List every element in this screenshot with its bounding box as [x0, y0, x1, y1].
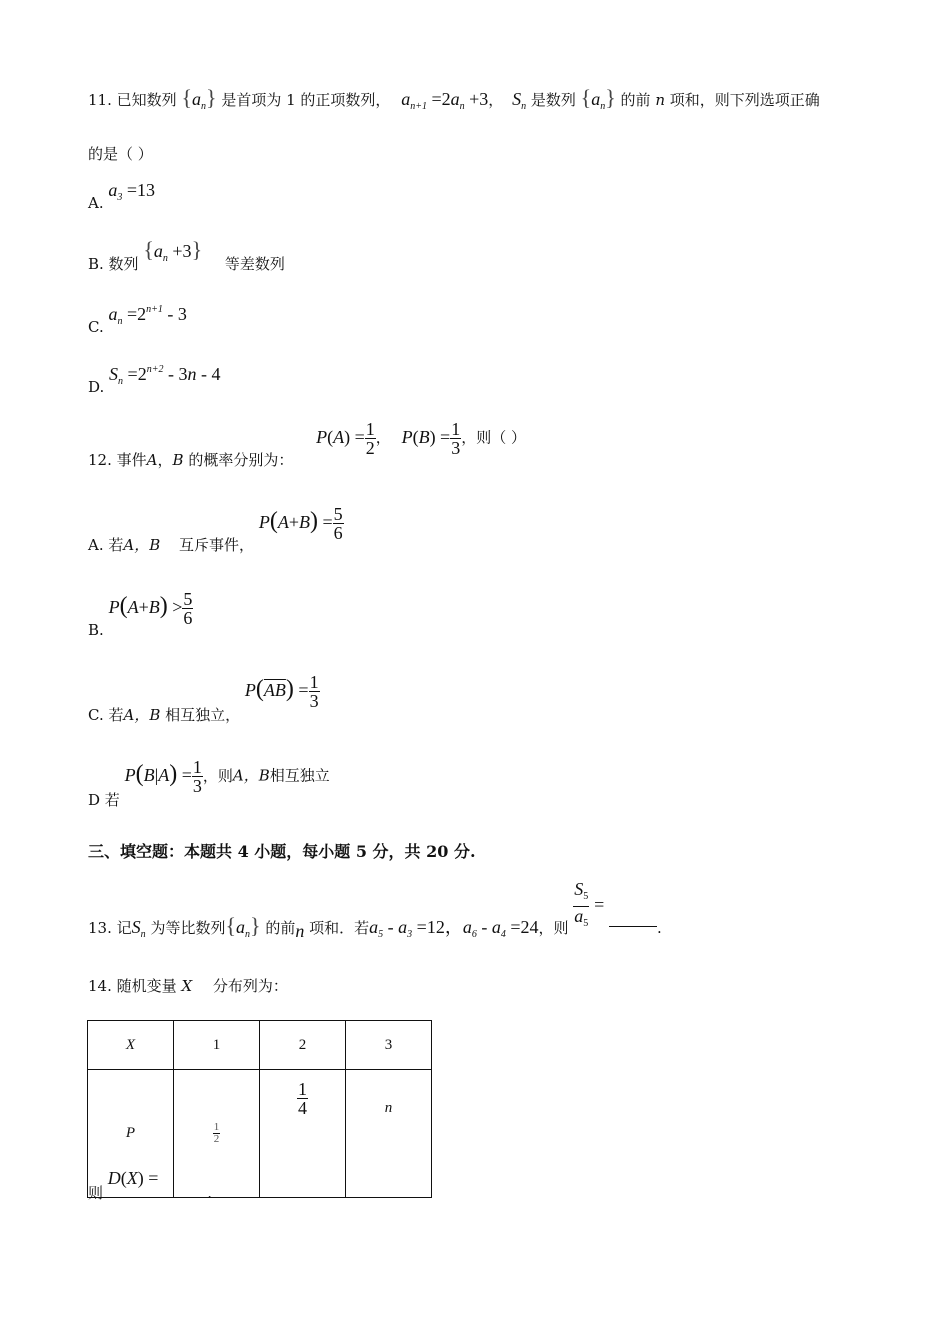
table-header-1: 1	[174, 1021, 260, 1070]
q13-part5: ，则	[538, 918, 569, 937]
q14-number: 14.	[88, 977, 112, 995]
q11-option-b	[88, 237, 285, 273]
q12-option-d	[88, 757, 330, 809]
q11-option-c-formula: $a_n =2^{n+1} - 3$	[108, 304, 187, 327]
q11-stem-line2: 的是（ ）	[88, 145, 153, 163]
q11-stem-2: 是首项为 1 的正项数列，	[221, 91, 391, 109]
q12-stem-1: 事件	[116, 450, 147, 469]
q12-option-c-formula: $P(\overline{AB})$ = $\frac{1}{3}$	[244, 672, 319, 711]
q11-line1: 11. 已知数列 $\{a_n\}$ 是首项为 1 的正项数列， $a_{n+1} =2a_n +3$， $S_n$ 是数列 $\{a_n\}$ 的前 n 项和，则下列选项正确	[88, 85, 820, 112]
q13-number: 13.	[88, 918, 112, 937]
q11-stem-n: n	[655, 91, 666, 109]
table-header-2: 2	[260, 1021, 346, 1070]
q13-line	[88, 879, 662, 941]
q12-stem: 12. 事件A，B 的概率分别为： P(A) = $\frac{1}{2}$ ， P(B) = $\frac{1}{3}$ ，则（ ）	[88, 419, 526, 469]
q13-sn: $S_n$	[131, 916, 146, 940]
q13-equals: =	[594, 894, 605, 915]
q11-option-b-tail: 等差数列	[224, 255, 285, 273]
q12-option-a	[88, 504, 344, 554]
q14-x: X	[181, 977, 193, 995]
q12-option-a-formula: P(A+B) = $\frac{5}{6}$	[258, 504, 343, 543]
q12-option-d-label: D 若	[88, 790, 120, 809]
q12-stem-tail: ，则（ ）	[461, 428, 526, 447]
q11-sn: $S_n$	[512, 89, 527, 112]
q14-period: .	[207, 1184, 213, 1202]
q13-ratio: $\frac{S_5}{a_5}$	[573, 880, 589, 933]
q13-condition: $a_5 - a_3 =12$，$a_6 - a_4 =24$	[369, 916, 539, 940]
table-row	[88, 1021, 432, 1070]
q12-option-b-label: B.	[88, 620, 104, 639]
q14-line	[88, 976, 288, 996]
q12-pb: P(B) = $\frac{1}{3}$	[401, 419, 461, 458]
q13-part1: 记	[116, 918, 132, 937]
q11-option-d	[88, 360, 221, 396]
q12-number: 12.	[88, 450, 112, 469]
q12-option-d-tail1: ，则	[202, 766, 233, 785]
q11-option-a	[88, 180, 156, 212]
q11-option-a-formula: $a_3 =13$	[108, 180, 156, 203]
q12-option-c-label: C. 若	[88, 705, 124, 724]
section3-title: 三、填空题：本题共 4 小题，每小题 5 分，共 20 分.	[88, 842, 476, 861]
q12-option-b-formula: P(A+B) > $\frac{5}{6}$	[108, 589, 193, 628]
q12-option-c-mid: 相互独立，	[165, 705, 241, 724]
q11-stem-3: 是数列	[530, 91, 576, 109]
q12-option-c-ab: A，B	[123, 705, 161, 724]
q11-seq-an-2: $\{a_n\}$	[580, 85, 616, 112]
q14-answer-blank[interactable]	[163, 1183, 207, 1198]
q12-option-d-ab: A，B	[232, 766, 270, 785]
q11-option-a-label: A.	[88, 194, 104, 212]
q11-line2	[88, 144, 153, 164]
q14-part2: 分布列为：	[212, 977, 288, 995]
q12-option-d-formula: P(B|A) = $\frac{1}{3}$	[124, 757, 202, 796]
table-header-3: 3	[346, 1021, 432, 1070]
q14-part1: 随机变量	[116, 977, 177, 995]
q12-option-b	[88, 589, 193, 639]
q13-part4: 项和．若	[309, 918, 370, 937]
table-cell-p1: $\frac{1}{2}$	[174, 1070, 260, 1198]
q11-recurrence: $a_{n+1} =2a_n +3$	[401, 89, 489, 112]
q13-period: .	[657, 918, 662, 937]
q11-option-b-formula: $\{a_n +3\}$	[143, 237, 203, 264]
q13-part2: 为等比数列	[150, 918, 226, 937]
table-row-label-p: P	[88, 1070, 174, 1198]
q12-pa: P(A) = $\frac{1}{2}$	[316, 419, 375, 458]
q12-option-a-label: A. 若	[88, 535, 124, 554]
q12-option-d-tail2: 相互独立	[269, 766, 330, 785]
q13-seq-an: $\{a_n\}$	[225, 912, 261, 940]
q11-option-d-label: D.	[88, 378, 105, 396]
q11-option-c	[88, 300, 187, 336]
q11-option-b-label: B. 数列	[88, 255, 139, 273]
q11-option-c-label: C.	[88, 318, 104, 336]
q11-stem-5: 项和，则下列选项正确	[669, 91, 820, 109]
q12-option-c	[88, 672, 320, 724]
q12-option-a-ab: A，B	[123, 535, 161, 554]
q12-event-a: A	[146, 450, 158, 469]
q14-conclusion-label: 则	[88, 1184, 104, 1202]
q13-n: n	[295, 920, 305, 941]
q11-number: 11.	[88, 91, 112, 109]
q12-event-b: B	[172, 450, 184, 469]
q11-stem-1: 已知数列	[116, 91, 177, 109]
q12-comma: ，	[157, 450, 173, 469]
q11-seq-an: $\{a_n\}$	[181, 85, 217, 112]
q11-option-d-formula: $S_n =2^{n+2} - 3n - 4$	[109, 364, 221, 387]
q14-dx: D(X) =	[107, 1168, 159, 1188]
table-cell-p2: $\frac{1}{4}$	[260, 1070, 346, 1198]
q12-stem-2: 的概率分别为：	[188, 450, 294, 469]
q12-option-a-mid: 互斥事件，	[179, 535, 255, 554]
table-header-x: X	[88, 1021, 174, 1070]
q11-stem-4: 的前	[620, 91, 651, 109]
table-cell-p3: n	[346, 1070, 432, 1198]
q14-conclusion	[88, 1168, 213, 1202]
q13-part3: 的前	[265, 918, 296, 937]
q13-answer-blank[interactable]	[609, 912, 657, 927]
